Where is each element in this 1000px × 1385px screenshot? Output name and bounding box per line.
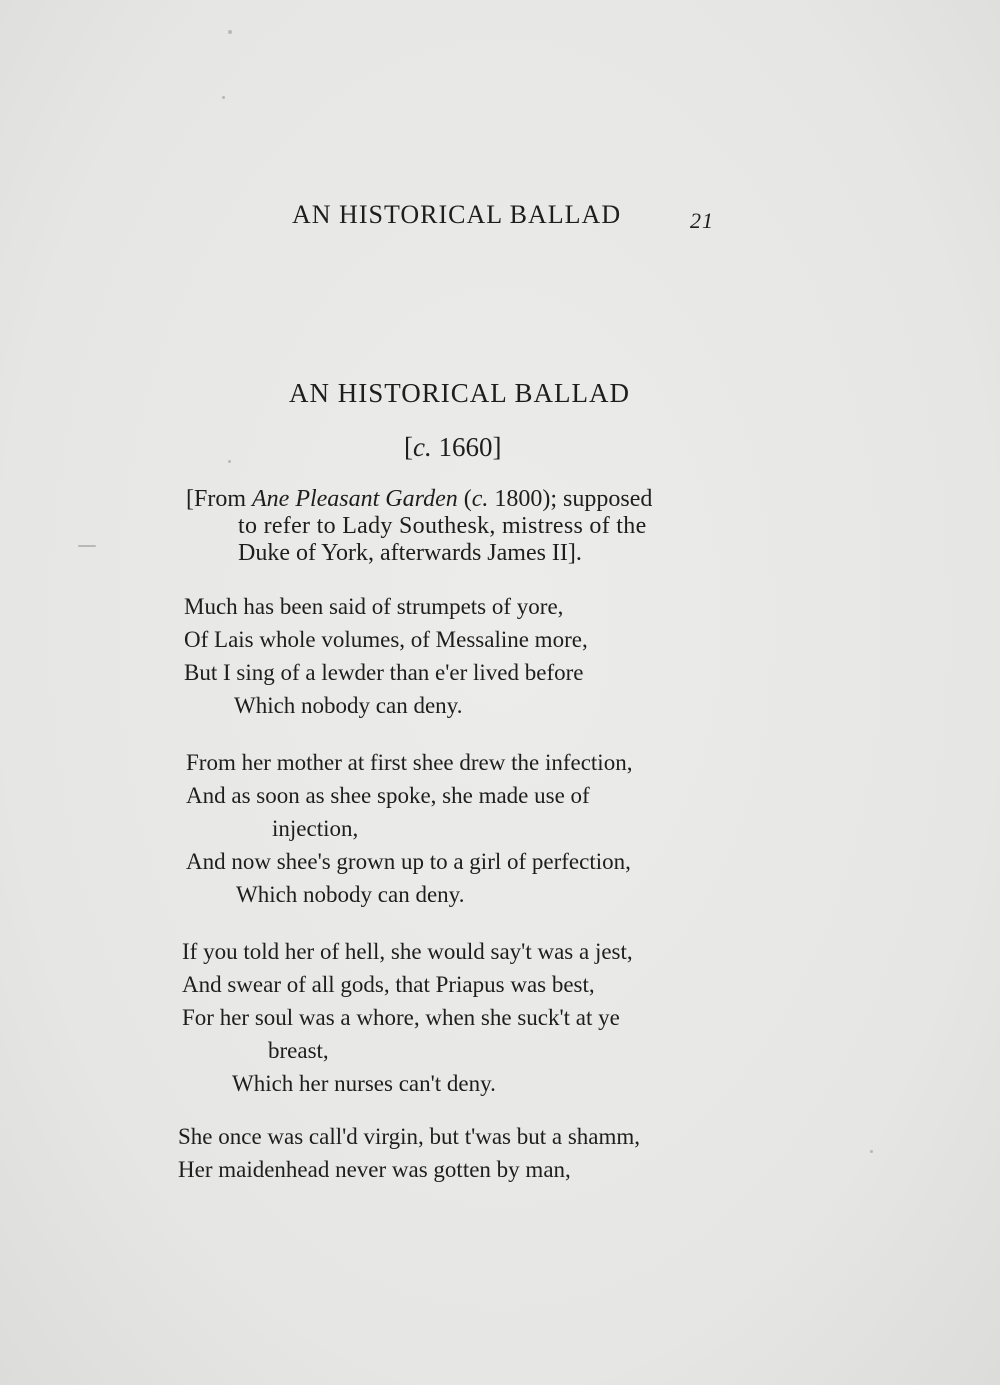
verse-line-continuation: breast, <box>268 1038 329 1063</box>
verse-line: If you told her of hell, she would say't was a jest, <box>182 939 633 964</box>
verse-line: Of Lais whole volumes, of Messaline more, <box>184 627 588 652</box>
verse-line-continuation: injection, <box>272 816 359 841</box>
paper-speck <box>222 96 225 99</box>
note-line-3: Duke of York, afterwards James II]. <box>238 540 582 566</box>
date-year: 1660] <box>431 432 502 462</box>
date-circa: c. <box>413 432 432 462</box>
stanza-4 <box>178 1120 718 1186</box>
verse-line: Much has been said of strumpets of yore, <box>184 594 564 619</box>
stanza-3 <box>182 935 722 1100</box>
refrain-line: Which nobody can deny. <box>234 693 463 718</box>
note-paren: ( <box>457 486 472 512</box>
refrain-line: Which her nurses can't deny. <box>232 1071 496 1096</box>
verse-line: And now shee's grown up to a girl of perfection, <box>186 849 631 874</box>
refrain-line: Which nobody can deny. <box>236 882 465 907</box>
paper-speck <box>78 545 96 547</box>
verse-line: Her maidenhead never was gotten by man, <box>178 1157 571 1182</box>
verse-line: From her mother at first shee drew the infection, <box>186 750 633 775</box>
note-book-title: Ane Pleasant Garden <box>252 486 458 512</box>
stanza-2 <box>186 746 726 911</box>
verse-line: And as soon as shee spoke, she made use of <box>186 783 590 808</box>
editorial-note <box>186 486 716 567</box>
note-prefix: [From <box>186 486 252 512</box>
verse-line: She once was call'd virgin, but t'was but a shamm, <box>178 1124 641 1149</box>
note-line-1 <box>186 486 716 513</box>
note-rest: 1800); supposed <box>488 486 653 512</box>
paper-speck <box>228 30 232 34</box>
note-line-2: to refer to Lady Southesk, mistress of the <box>238 513 647 539</box>
page-number: 21 <box>690 208 714 233</box>
ballad-title: AN HISTORICAL BALLAD <box>289 378 630 408</box>
paper-speck <box>228 460 231 463</box>
paper-speck <box>870 1150 873 1153</box>
verse-line: For her soul was a whore, when she suck't at ye <box>182 1005 620 1030</box>
verse-line: And swear of all gods, that Priapus was best, <box>182 972 595 997</box>
note-circa: c. <box>471 486 489 512</box>
running-head: AN HISTORICAL BALLAD <box>292 200 622 229</box>
ballad-date <box>404 432 501 463</box>
verse-line: But I sing of a lewder than e'er lived before <box>184 660 584 685</box>
date-bracket: [ <box>404 432 413 462</box>
stanza-1 <box>184 590 724 722</box>
